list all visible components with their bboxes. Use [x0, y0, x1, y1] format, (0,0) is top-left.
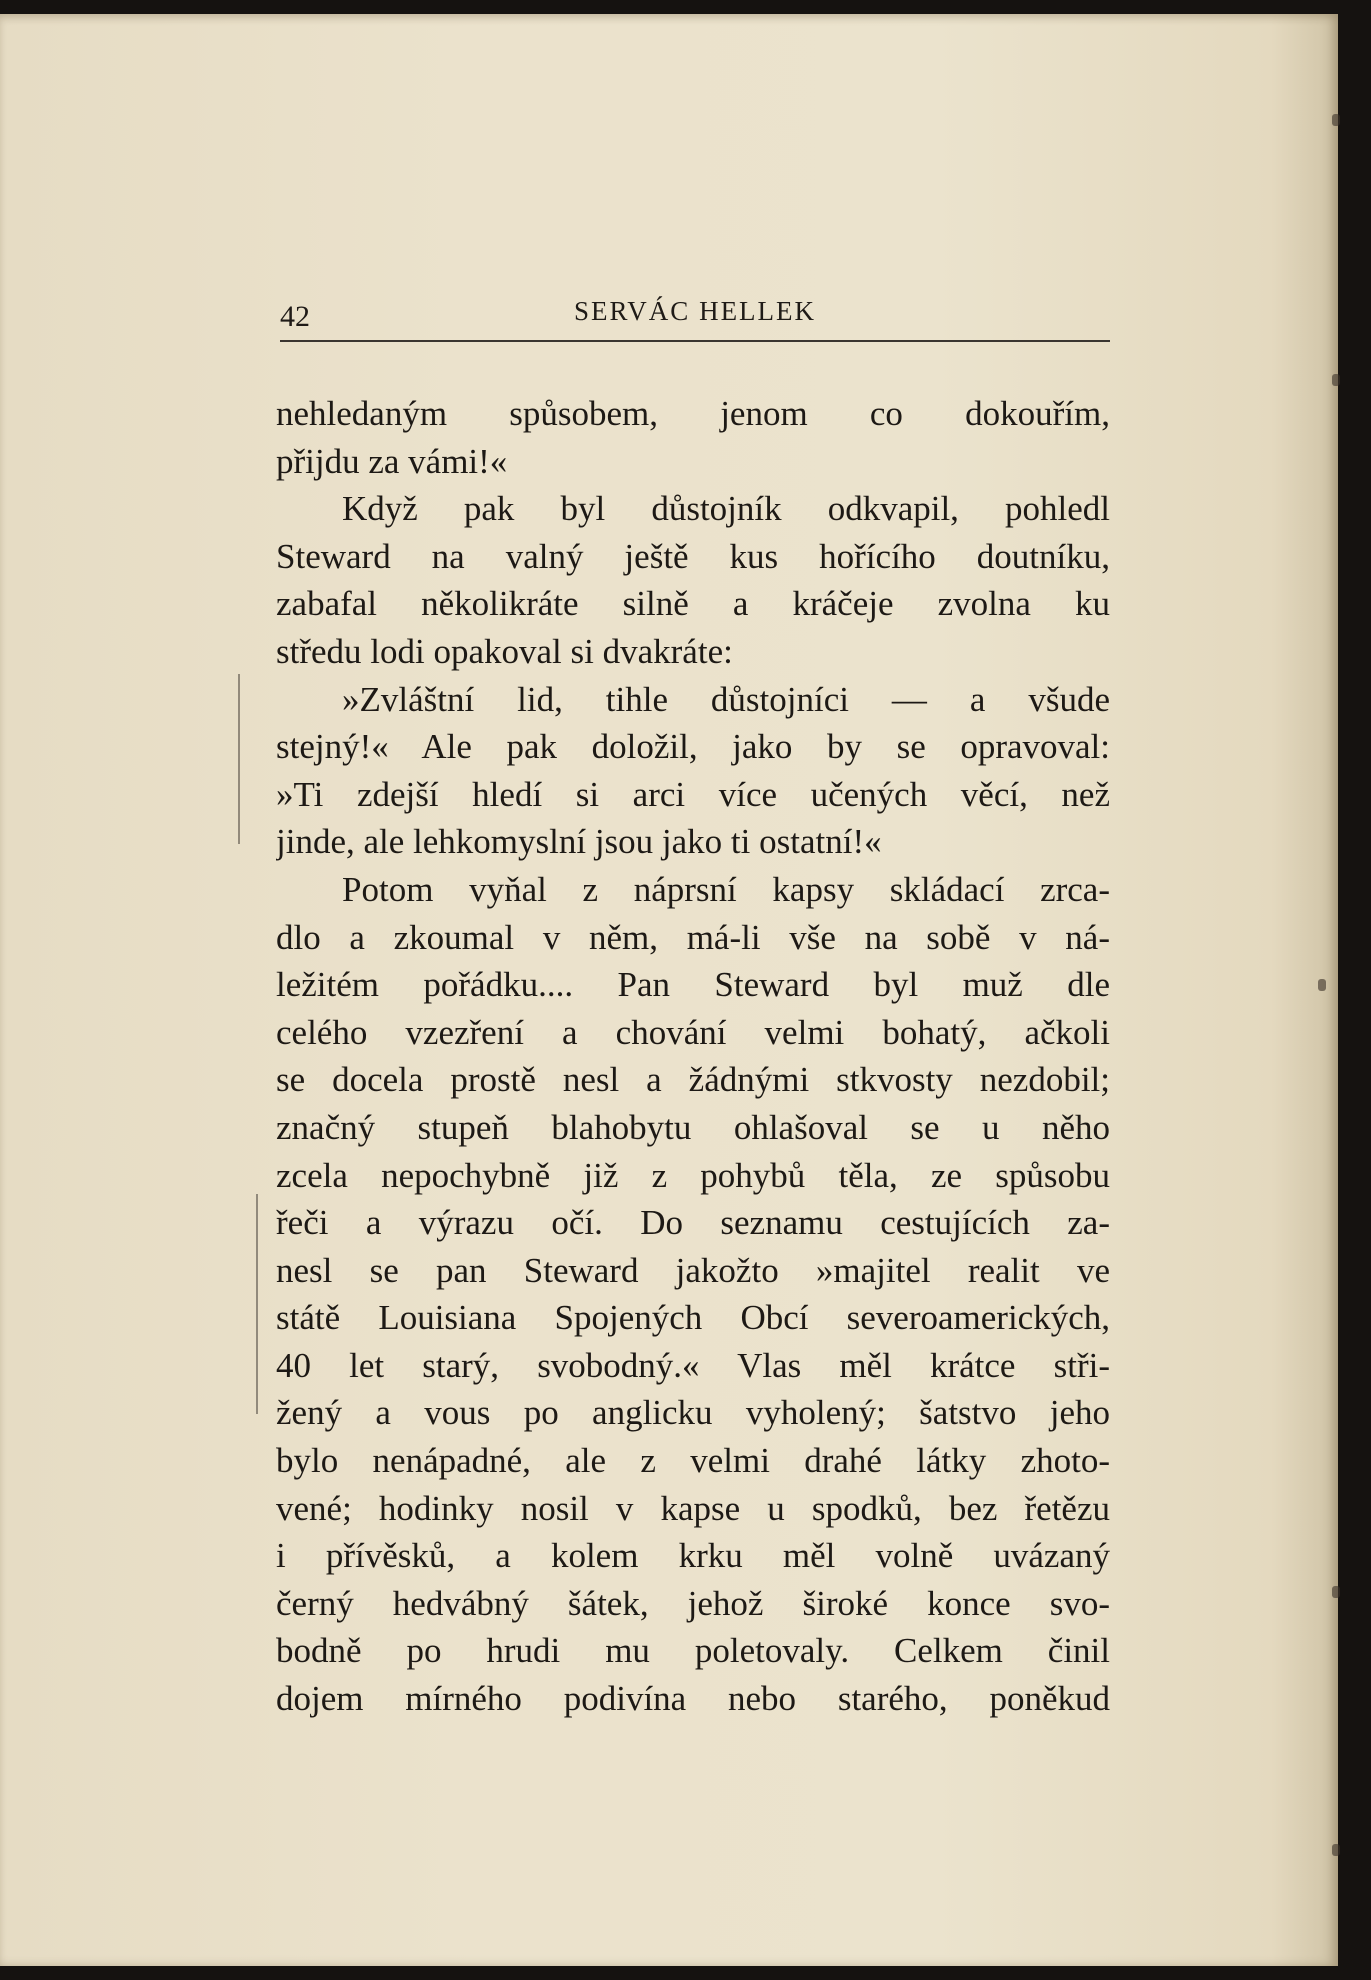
text-line: dojem mírného podivína nebo starého, poněkud	[276, 1679, 1110, 1719]
text-line: »Zvláštní lid, tihle důstojníci — a všude	[342, 679, 1110, 719]
text-line: stejný!« Ale pak doložil, jako by se opravoval:	[276, 727, 1110, 767]
text-line: bodně po hrudi mu poletovaly. Celkem činil	[276, 1631, 1110, 1671]
margin-pencil-mark	[256, 1194, 258, 1414]
text-line: i přívěsků, a kolem krku měl volně uvázaný	[276, 1536, 1110, 1576]
page-number: 42	[280, 300, 310, 333]
text-line: řeči a výrazu očí. Do seznamu cestujících za-	[276, 1203, 1110, 1243]
body-text	[276, 390, 1110, 1723]
text-line: Potom vyňal z náprsní kapsy skládací zrca-	[342, 869, 1110, 909]
text-line: vené; hodinky nosil v kapse u spodků, bez řetězu	[276, 1488, 1110, 1528]
text-line: bylo nenápadné, ale z velmi drahé látky zhoto-	[276, 1441, 1110, 1481]
running-title: SERVÁC HELLEK	[573, 296, 817, 326]
text-line: Když pak byl důstojník odkvapil, pohledl	[342, 489, 1110, 529]
text-line: černý hedvábný šátek, jehož široké konce svo-	[276, 1583, 1110, 1623]
text-line: nehledaným spůsobem, jenom co dokouřím,	[276, 394, 1110, 433]
text-line: celého vzezření a chování velmi bohatý, ačkoli	[276, 1012, 1110, 1052]
margin-pencil-mark	[238, 674, 240, 844]
edge-blemish	[1318, 979, 1326, 991]
text-line: »Ti zdejší hledí si arci více učených věcí, než	[276, 774, 1110, 814]
edge-blemish	[1332, 1586, 1340, 1598]
text-line: nesl se pan Steward jakožto »majitel realit ve	[276, 1250, 1110, 1290]
text-line: ležitém pořádku.... Pan Steward byl muž dle	[276, 965, 1110, 1005]
edge-blemish	[1332, 114, 1340, 126]
edge-blemish	[1332, 1844, 1340, 1856]
text-line: značný stupeň blahobytu ohlašoval se u něho	[276, 1107, 1110, 1147]
text-line: zcela nepochybně již z pohybů těla, ze spůsobu	[276, 1155, 1110, 1195]
book-page	[0, 14, 1338, 1966]
text-line: středu lodi opakoval si dvakráte:	[276, 631, 733, 671]
page-header	[280, 290, 1110, 342]
text-line: zabafal několikráte silně a kráčeje zvolna ku	[276, 584, 1110, 624]
text-line: se docela prostě nesl a žádnými stkvosty nezdobil;	[276, 1060, 1110, 1100]
text-line: 40 let starý, svobodný.« Vlas měl krátce stři-	[276, 1345, 1110, 1385]
text-line: Steward na valný ještě kus hořícího doutníku,	[276, 536, 1110, 576]
text-line: dlo a zkoumal v něm, má-li vše na sobě v ná-	[276, 917, 1110, 957]
text-line: státě Louisiana Spojených Obcí severoamerických,	[276, 1298, 1110, 1338]
text-line: přijdu za vámi!«	[276, 441, 508, 481]
text-line: jinde, ale lehkomyslní jsou jako ti ostatní!«	[276, 822, 882, 862]
edge-blemish	[1332, 374, 1340, 386]
text-line: žený a vous po anglicku vyholený; šatstvo jeho	[276, 1393, 1110, 1433]
